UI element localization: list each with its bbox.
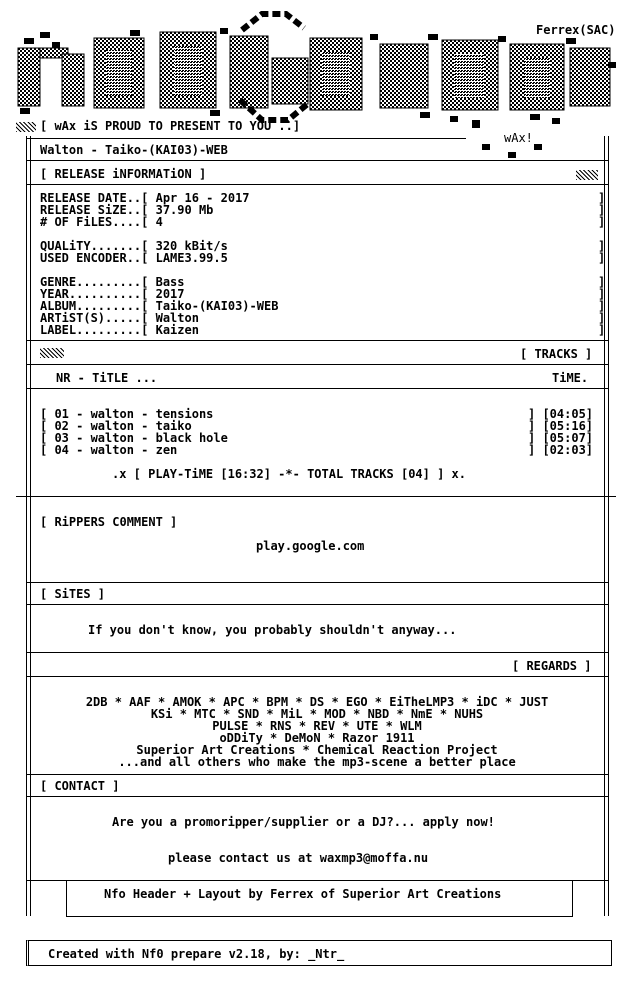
track-title: [ 02 - walton - taiko	[40, 419, 192, 433]
layout-credit: Nfo Header + Layout by Ferrex of Superior Art Creations	[104, 887, 502, 901]
bracket-column: ] ] ] ] ] ] ] ] ] ]	[598, 191, 606, 337]
credit-box-right	[572, 880, 573, 916]
rippers-comment: play.google.com	[256, 539, 365, 553]
divider	[26, 652, 608, 653]
track-title: [ 03 - walton - black hole	[40, 431, 228, 445]
files-value: 4	[155, 215, 163, 229]
divider	[26, 676, 608, 677]
divider	[26, 774, 608, 775]
divider	[26, 160, 608, 161]
track-time: ] [05:16]	[528, 419, 594, 433]
credit-box-left	[66, 880, 67, 916]
shade-bar	[16, 122, 36, 132]
genre-label: GENRE.........[	[40, 275, 149, 289]
credit-top: Ferrex(SAC)	[536, 23, 616, 37]
album-label: ALBUM.........[	[40, 299, 149, 313]
list-item	[40, 444, 177, 456]
release-date-label: RELEASE DATE..[	[40, 191, 149, 205]
shade-bar	[40, 348, 64, 358]
rippers-header: [ RiPPERS C0MMENT ]	[40, 515, 178, 529]
year-value: 2017	[155, 287, 185, 301]
divider	[26, 184, 608, 185]
quality-value: 320 kBit/s	[155, 239, 228, 253]
regards-line: Superior Art Creations * Chemical Reaction Project	[136, 743, 498, 757]
playtime-line: .x [ PLAY-TiME [16:32] -*- TOTAL TRACKS [04] ] x.	[112, 467, 467, 481]
shade-bar	[576, 170, 598, 180]
frame-left	[26, 136, 31, 916]
info-header: [ RELEASE iNFORMATiON ]	[40, 167, 207, 181]
regards-line: KSi * MTC * SND * MiL * MOD * NBD * NmE * NUHS	[150, 707, 484, 721]
logo-tag: wAx!	[504, 131, 533, 145]
divider	[26, 364, 608, 365]
artist-label: ARTiST(S).....[	[40, 311, 149, 325]
track-title: [ 01 - walton - tensions	[40, 407, 214, 421]
tracks-header: [ TRACKS ]	[520, 347, 593, 361]
track-time: ] [04:05]	[528, 407, 594, 421]
divider	[26, 138, 466, 139]
divider	[26, 604, 608, 605]
track-time: ] [02:03]	[528, 443, 594, 457]
regards-header: [ REGARDS ]	[512, 659, 592, 673]
present-line: [ wAx iS PROUD TO PRESENT TO YOU ..]	[40, 119, 301, 133]
year-label: YEAR..........[	[40, 287, 149, 301]
release-date-value: Apr 16 - 2017	[155, 191, 250, 205]
label-label: LABEL.........[	[40, 323, 149, 337]
divider	[26, 582, 608, 583]
track-title: [ 04 - walton - zen	[40, 443, 178, 457]
regards-line: PULSE * RNS * REV * UTE * WLM	[212, 719, 422, 733]
artist-value: Walton	[155, 311, 199, 325]
divider	[26, 880, 608, 881]
tracks-col-time: TiME.	[552, 371, 589, 385]
release-size-value: 37.90 Mb	[155, 203, 214, 217]
contact-line-1: Are you a promoripper/supplier or a DJ?... apply now!	[112, 815, 495, 829]
divider	[26, 388, 608, 389]
sites-text: If you don't know, you probably shouldn't anyway...	[88, 623, 457, 637]
regards-line: ...and all others who make the mp3-scene a better place	[118, 755, 516, 769]
label-value: Kaizen	[155, 323, 199, 337]
regards-line: oDDiTy * DeMoN * Razor 1911	[219, 731, 415, 745]
regards-block	[30, 696, 604, 768]
encoder-value: LAME3.99.5	[155, 251, 228, 265]
footer-text: Created with Nf0 prepare v2.18, by: _Ntr_	[48, 947, 345, 961]
contact-header: [ CONTACT ]	[40, 779, 120, 793]
tracks-col-title: NR - TiTLE ...	[56, 371, 158, 385]
encoder-label: USED ENCODER..[	[40, 251, 149, 265]
files-label: # OF FiLES....[	[40, 215, 149, 229]
release-size-label: RELEASE SiZE..[	[40, 203, 149, 217]
sites-header: [ SiTES ]	[40, 587, 106, 601]
divider	[66, 916, 573, 917]
regards-line: 2DB * AAF * AMOK * APC * BPM * DS * EGO * EiTheLMP3 * iDC * JUST	[85, 695, 549, 709]
contact-email-line: please contact us at waxmp3@moffa.nu	[168, 851, 429, 865]
quality-label: QUALiTY.......[	[40, 239, 149, 253]
divider	[16, 496, 616, 497]
album-value: Taiko-(KAI03)-WEB	[155, 299, 279, 313]
track-time: ] [05:07]	[528, 431, 594, 445]
divider	[26, 796, 608, 797]
divider	[26, 340, 608, 341]
genre-value: Bass	[155, 275, 185, 289]
release-title: Walton - Taiko-(KAI03)-WEB	[40, 143, 228, 157]
